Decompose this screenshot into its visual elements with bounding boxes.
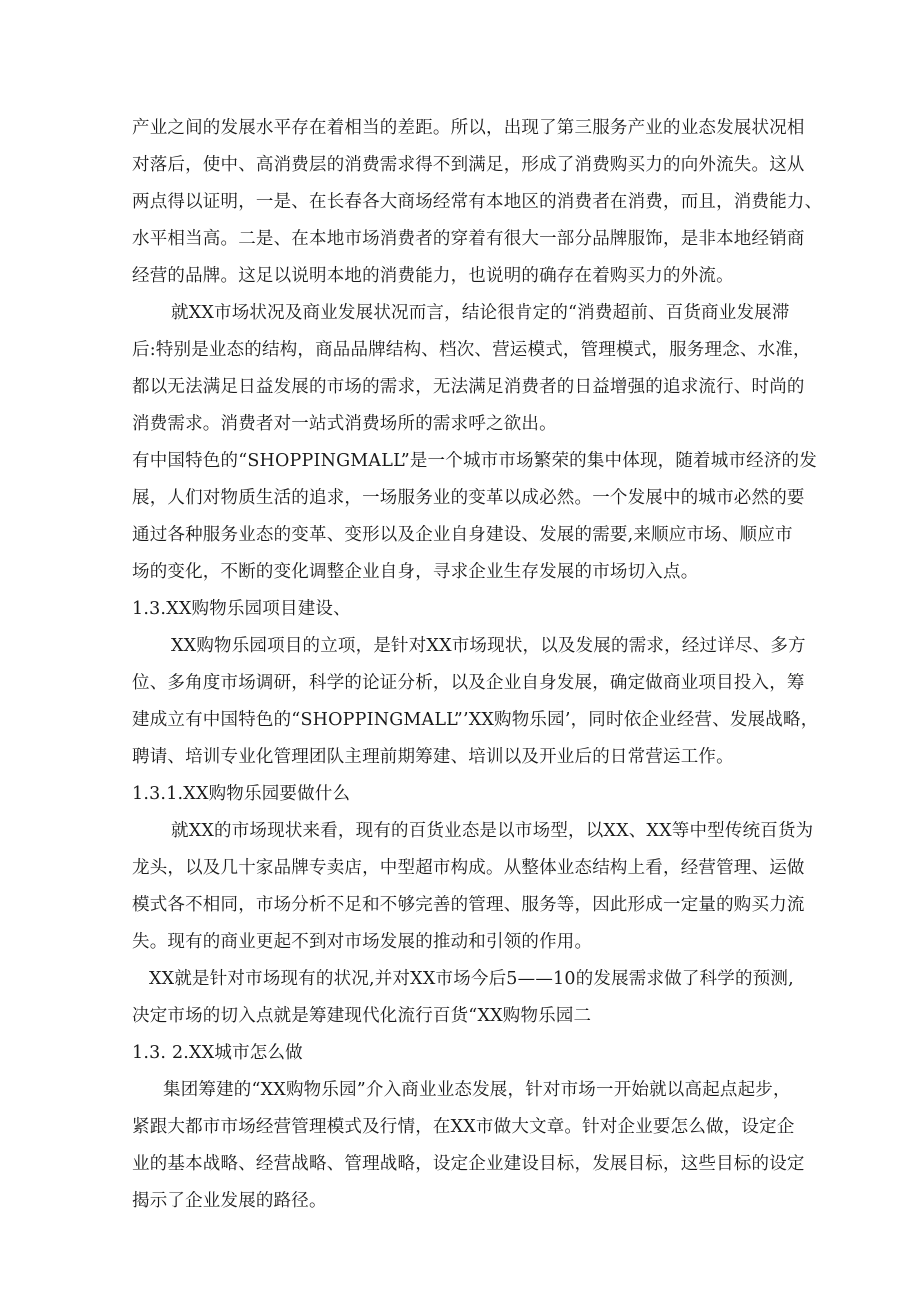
body-text-line: 决定市场的切入点就是筹建现代化流行百货“XX购物乐园二 xyxy=(132,1006,592,1026)
body-text-line: 后:特别是业态的结构，商品品牌结构、档次、营运模式，管理模式，服务理念、水准， xyxy=(132,340,811,360)
body-text-line: 经营的品牌。这足以说明本地的消费能力，也说明的确存在着购买力的外流。 xyxy=(132,266,734,286)
body-text-line: XX就是针对市场现有的状况,并对XX市场今后5——10的发展需求做了科学的预测, xyxy=(149,969,794,989)
body-text-line: 水平相当高。二是、在本地市场消费者的穿着有很大一部分品牌服饰，是非本地经销商 xyxy=(132,229,805,249)
body-text-line: 位、多角度市场调研，科学的论证分析，以及企业自身发展，确定做商业项目投入，筹 xyxy=(132,673,805,693)
body-text-line: 场的变化，不断的变化调整企业自身，寻求企业生存发展的市场切入点。 xyxy=(132,562,699,582)
body-text-line: 两点得以证明，一是、在长春各大商场经常有本地区的消费者在消费，而且，消费能力、 xyxy=(132,192,823,212)
body-text-line: 模式各不相同，市场分析不足和不够完善的管理、服务等，因此形成一定量的购买力流 xyxy=(132,895,805,915)
body-text-line: 产业之间的发展水平存在着相当的差距。所以，出现了第三服务产业的业态发展状况相 xyxy=(132,118,805,138)
body-text-line: 紧跟大都市市场经营管理模式及行情，在XX市做大文章。针对企业要怎么做，设定企 xyxy=(132,1117,795,1137)
body-text-line: 集团筹建的“XX购物乐园”介入商业业态发展，针对市场一开始就以高起点起步， xyxy=(163,1080,791,1100)
body-text-line: 就XX市场状况及商业发展状况而言，结论很肯定的“消费超前、百货商业发展滞 xyxy=(171,303,790,323)
body-text-line: 有中国特色的“SHOPPINGMALL”是一个城市市场繁荣的集中体现，随着城市经济的发 xyxy=(132,451,817,471)
section-heading: 1.3.1.XX购物乐园要做什么 xyxy=(132,784,351,804)
body-text-line: 消费需求。消费者对一站式消费场所的需求呼之欲出。 xyxy=(132,414,557,434)
body-text-line: 业的基本战略、经营战略、管理战略，设定企业建设目标，发展目标，这些目标的设定 xyxy=(132,1154,805,1174)
body-text-line: 失。现有的商业更起不到对市场发展的推动和引领的作用。 xyxy=(132,932,593,952)
body-text-line: 揭示了企业发展的路径。 xyxy=(132,1191,327,1211)
body-text-line: 聘请、培训专业化管理团队主理前期筹建、培训以及开业后的日常营运工作。 xyxy=(132,747,734,767)
body-text-line: 展，人们对物质生活的追求，一场服务业的变革以成必然。一个发展中的城市必然的要 xyxy=(132,488,805,508)
body-text-line: 通过各种服务业态的变革、变形以及企业自身建设、发展的需要,来顺应市场、顺应市 xyxy=(132,525,793,545)
body-text-line: XX购物乐园项目的立项，是针对XX市场现状，以及发展的需求，经过详尽、多方 xyxy=(171,636,806,656)
body-text-line: 龙头，以及几十家品牌专卖店，中型超市构成。从整体业态结构上看，经营管理、运做 xyxy=(132,858,805,878)
section-heading: 1.3.XX购物乐园项目建设、 xyxy=(132,599,351,619)
body-text-line: 建成立有中国特色的“SHOPPINGMALL”’XX购物乐园’，同时依企业经营、发展战略， xyxy=(132,710,819,730)
body-text-line: 都以无法满足日益发展的市场的需求，无法满足消费者的日益增强的追求流行、时尚的 xyxy=(132,377,805,397)
section-heading: 1.3. 2.XX城市怎么做 xyxy=(132,1043,303,1063)
body-text-line: 就XX的市场现状来看，现有的百货业态是以市场型，以XX、XX等中型传统百货为 xyxy=(171,821,814,841)
body-text-line: 对落后，使中、高消费层的消费需求得不到满足，形成了消费购买力的向外流失。这从 xyxy=(132,155,805,175)
